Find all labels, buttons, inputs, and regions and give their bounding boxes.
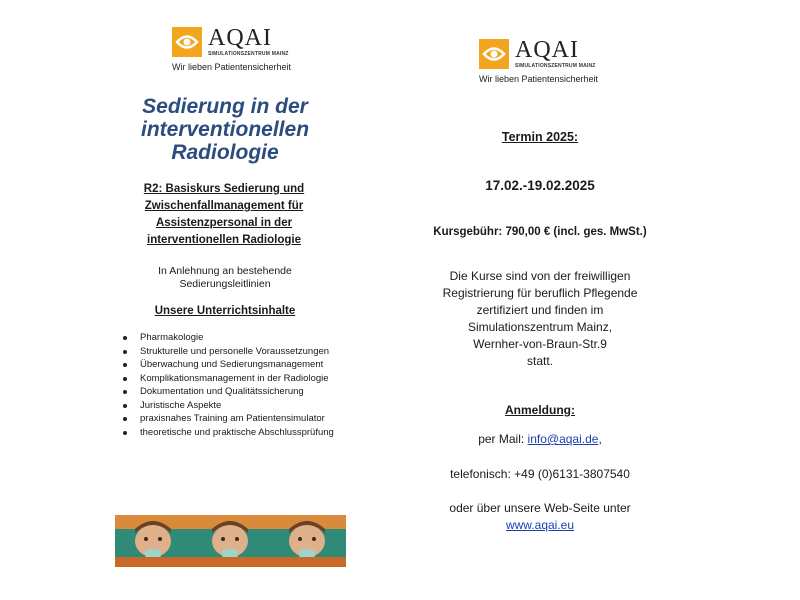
paragraph-line: Wernher-von-Braun-Str.9 xyxy=(473,337,607,351)
logo-subline: SIMULATIONSZENTRUM MAINZ xyxy=(208,51,289,57)
aqai-logo-mark-icon xyxy=(172,27,202,57)
mail-suffix: , xyxy=(598,432,602,446)
course-title-line: Radiologie xyxy=(171,141,279,164)
mail-line xyxy=(400,432,680,446)
paragraph-line: Simulationszentrum Mainz, xyxy=(467,320,613,334)
course-subtitle xyxy=(118,181,330,249)
aqai-logo-mark-icon xyxy=(479,39,509,69)
simulator-photo xyxy=(269,515,346,567)
termin-heading: Termin 2025: xyxy=(501,130,579,144)
website-link[interactable]: www.aqai.eu xyxy=(505,518,575,532)
list-item: Dokumentation und Qualitätssicherung xyxy=(120,386,350,398)
list-item: Strukturelle und personelle Voraussetzungen xyxy=(120,346,350,358)
course-title xyxy=(110,95,340,164)
course-subtitle-line: Zwischenfallmanagement für xyxy=(144,200,304,212)
list-item: theoretische und praktische Abschlussprüfung xyxy=(120,427,350,439)
course-fee: Kursgebühr: 790,00 € (incl. ges. MwSt.) xyxy=(433,226,647,238)
course-subtitle-line: Assistenzpersonal in der xyxy=(155,217,293,229)
website-prefix: oder über unsere Web-Seite unter xyxy=(449,501,631,515)
list-item: Überwachung und Sedierungsmanagement xyxy=(120,359,350,371)
paragraph-line: Die Kurse sind von der freiwilligen xyxy=(449,269,631,283)
logo-tagline: Wir lieben Patientensicherheit xyxy=(172,62,292,72)
content-heading: Unsere Unterrichtsinhalte xyxy=(154,305,296,317)
content-list xyxy=(120,332,350,440)
logo-name: AQAI xyxy=(208,25,272,51)
course-subtitle-line: interventionellen Radiologie xyxy=(147,234,301,246)
list-item: praxisnahes Training am Patientensimulator xyxy=(120,413,350,425)
paragraph-line: statt. xyxy=(526,354,553,368)
aqai-logo xyxy=(479,39,598,84)
logo-tagline: Wir lieben Patientensicherheit xyxy=(479,74,599,84)
course-title-line: Sedierung in der xyxy=(142,95,308,118)
logo-name: AQAI xyxy=(515,37,579,63)
simulator-photo xyxy=(192,515,269,567)
paragraph-line: zertifiziert und finden im xyxy=(476,303,604,317)
course-title-line: interventionellen xyxy=(140,118,310,141)
guideline-note xyxy=(130,265,320,291)
course-dates: 17.02.-19.02.2025 xyxy=(485,178,595,193)
aqai-logo xyxy=(172,27,291,72)
simulator-photo xyxy=(115,515,192,567)
list-item: Juristische Aspekte xyxy=(120,400,350,412)
paragraph-line: Registrierung für beruflich Pflegende xyxy=(442,286,638,300)
phone-line: telefonisch: +49 (0)6131-3807540 xyxy=(450,467,630,481)
logo-subline: SIMULATIONSZENTRUM MAINZ xyxy=(515,63,596,69)
website-line xyxy=(400,500,680,534)
mail-prefix: per Mail: xyxy=(478,432,528,446)
registration-heading: Anmeldung: xyxy=(505,403,575,417)
email-link[interactable]: info@aqai.de xyxy=(527,432,599,446)
list-item: Komplikationsmanagement in der Radiologie xyxy=(120,373,350,385)
certification-paragraph xyxy=(400,268,680,370)
guideline-note-line: Sedierungsleitlinien xyxy=(179,278,271,290)
guideline-note-line: In Anlehnung an bestehende xyxy=(158,265,292,277)
list-item: Pharmakologie xyxy=(120,332,350,344)
course-subtitle-line: R2: Basiskurs Sedierung und xyxy=(143,183,305,195)
